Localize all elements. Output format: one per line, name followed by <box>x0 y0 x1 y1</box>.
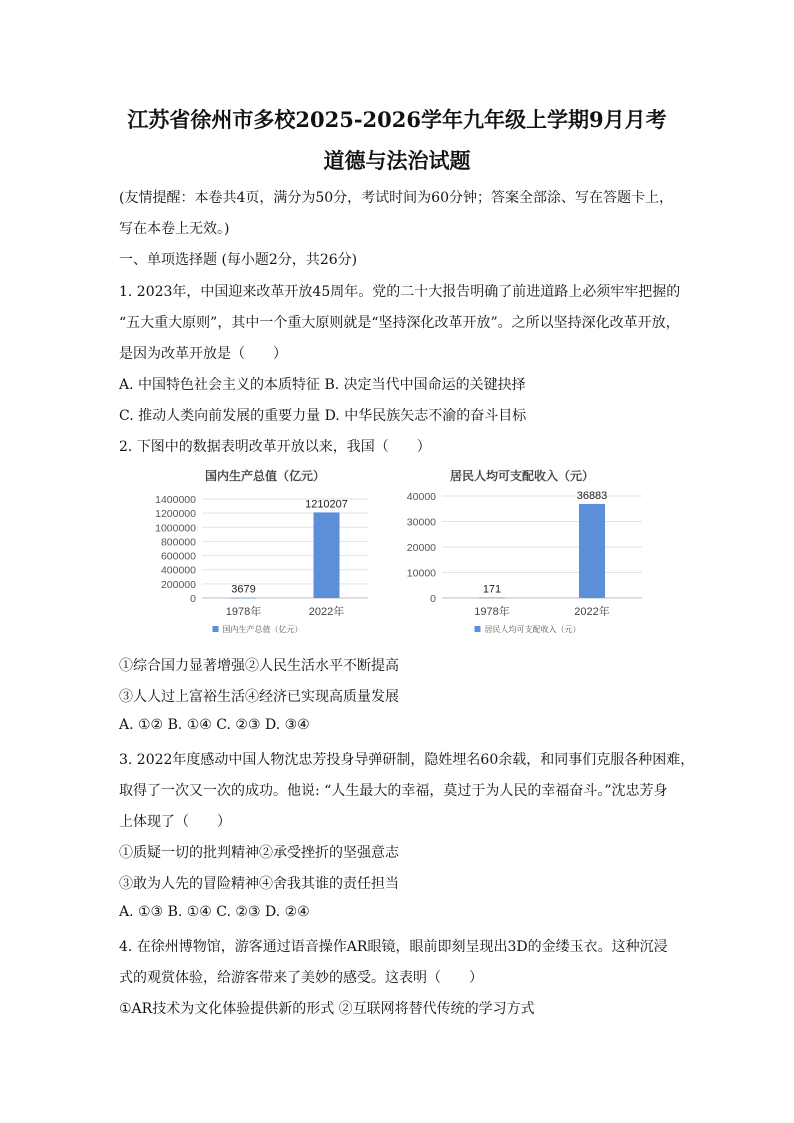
page-title-line2: 道德与法治试题 <box>323 148 471 173</box>
q2-statement-row2: ③人人过上富裕生活④经济已实现高质量发展 <box>119 689 399 705</box>
page-title-line1: 江苏省徐州市多校2025-2026学年九年级上学期9月月考 <box>127 107 667 132</box>
q3-line3: 上体现了（ ） <box>119 814 231 830</box>
q1-options-row2: C. 推动人类向前发展的重要力量 D. 中华民族矢志不渝的奋斗目标 <box>119 408 527 424</box>
q1-options-row1: A. 中国特色社会主义的本质特征 B. 决定当代中国命运的关键抉择 <box>119 377 526 393</box>
x-tick-label: 1978年 <box>474 606 510 618</box>
y-tick-label: 400000 <box>160 564 196 577</box>
y-tick-label: 40000 <box>406 491 436 503</box>
y-tick-label: 800000 <box>160 536 196 549</box>
gdp-chart <box>140 462 385 642</box>
q3-line1: 3. 2022年度感动中国人物沈忠芳投身导弹研制，隐姓埋名60余载，和同事们克服各种困难， <box>119 752 695 768</box>
q1-line3: 是因为改革开放是（ ） <box>119 346 287 362</box>
data-label: 36883 <box>576 489 608 502</box>
legend-swatch <box>475 626 481 632</box>
q4-line1: 4. 在徐州博物馆，游客通过语音操作AR眼镜，眼前即刻呈现出3D的金缕玉衣。这种沉浸 <box>119 939 668 955</box>
x-tick-label: 2022年 <box>308 606 345 618</box>
chart-title: 居民人均可支配收入（元） <box>449 469 595 483</box>
section-heading: 一、单项选择题 (每小题2分，共26分) <box>119 252 358 268</box>
q2-options: A. ①② B. ①④ C. ②③ D. ③④ <box>119 717 310 733</box>
y-tick-label: 1200000 <box>155 508 196 521</box>
y-tick-label: 10000 <box>406 567 436 580</box>
q3-statement-row1: ①质疑一切的批判精神②承受挫折的坚强意志 <box>119 845 399 861</box>
data-label: 3679 <box>231 583 256 596</box>
q1-line2: “五大重大原则”，其中一个重大原则就是“坚持深化改革开放”。之所以坚持深化改革开放， <box>119 315 680 331</box>
q2-statement-row1: ①综合国力显著增强②人民生活水平不断提高 <box>119 658 399 674</box>
bar <box>231 598 257 599</box>
x-tick-label: 1978年 <box>225 606 262 618</box>
bar <box>579 504 605 598</box>
y-tick-label: 600000 <box>160 550 196 563</box>
notice-line1: (友情提醒：本卷共4页，满分为50分，考试时间为60分钟；答案全部涂、写在答题卡上， <box>119 190 673 206</box>
legend-label: 居民人均可支配收入（元） <box>484 625 581 634</box>
q3-statement-row2: ③敢为人先的冒险精神④舍我其谁的责任担当 <box>119 876 399 892</box>
legend-swatch <box>213 626 219 632</box>
bar <box>479 598 505 599</box>
data-label: 1210207 <box>305 498 348 511</box>
chart-title: 国内生产总值（亿元） <box>204 469 326 483</box>
y-tick-label: 30000 <box>406 516 436 529</box>
q4-statement-row1: ①AR技术为文化体验提供新的形式 ②互联网将替代传统的学习方式 <box>119 1001 535 1017</box>
data-label: 171 <box>482 583 502 596</box>
q1-line1: 1. 2023年，中国迎来改革开放45周年。党的二十大报告明确了前进道路上必须牢牢把握的 <box>119 284 681 300</box>
q2-stem: 2. 下图中的数据表明改革开放以来，我国（ ） <box>119 439 431 455</box>
y-tick-label: 0 <box>190 593 196 605</box>
y-tick-label: 20000 <box>406 542 436 554</box>
income-chart <box>392 462 657 642</box>
y-tick-label: 0 <box>430 593 436 605</box>
x-tick-label: 2022年 <box>574 606 610 618</box>
y-tick-label: 1000000 <box>155 522 196 535</box>
notice-line2: 写在本卷上无效。) <box>119 221 230 237</box>
q4-line2: 式的观赏体验，给游客带来了美妙的感受。这表明（ ） <box>119 970 483 986</box>
y-tick-label: 1400000 <box>155 494 196 506</box>
legend-label: 国内生产总值（亿元） <box>222 625 303 634</box>
y-tick-label: 200000 <box>160 578 196 591</box>
q3-options: A. ①③ B. ①④ C. ②③ D. ②④ <box>119 904 310 920</box>
bar <box>314 512 340 598</box>
q3-line2: 取得了一次又一次的成功。他说: “人生最大的幸福，莫过于为人民的幸福奋斗。”沈忠芳身 <box>119 783 668 799</box>
